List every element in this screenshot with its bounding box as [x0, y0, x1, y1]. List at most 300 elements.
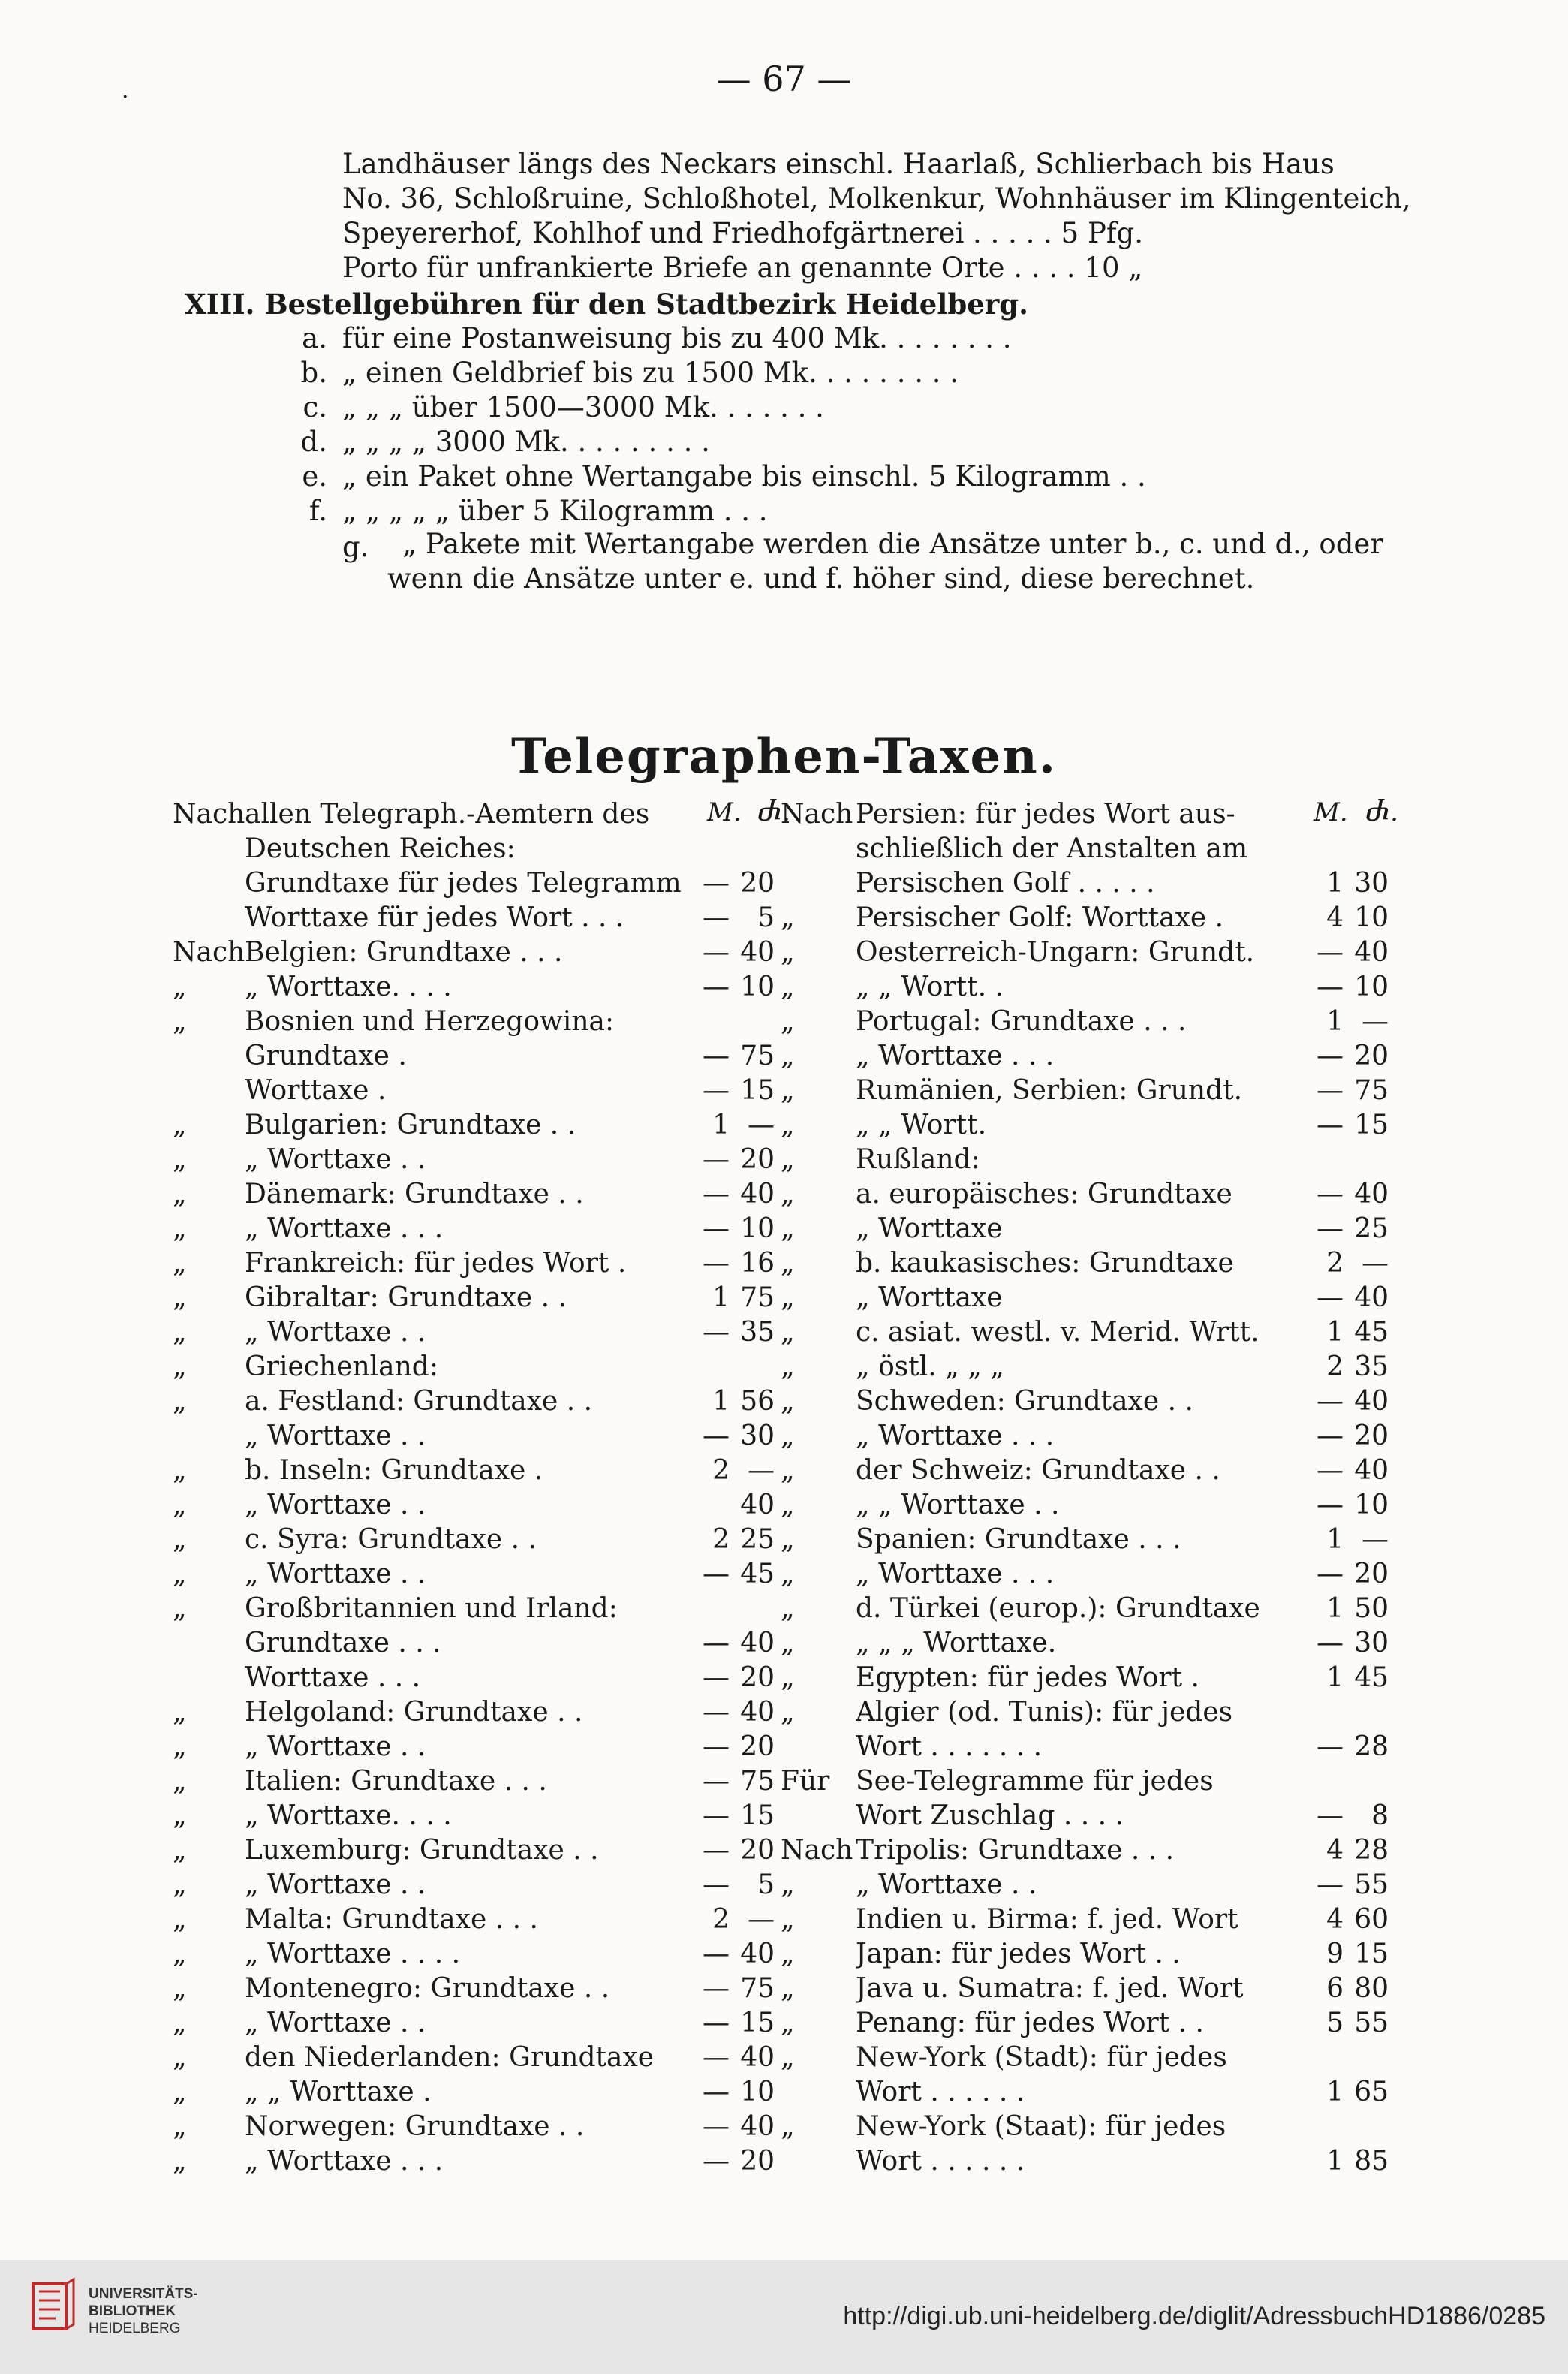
pfennig-value: 75	[740, 1041, 775, 1071]
corner-mark: ·	[122, 84, 129, 110]
destination: Bosnien und Herzegowina:	[245, 1006, 615, 1037]
pfennig-value: 20	[740, 868, 775, 899]
pfennig-value: 40	[740, 937, 775, 968]
mark-value: 1	[712, 1282, 730, 1313]
destination: Spanien: Grundtaxe . . .	[856, 1524, 1181, 1555]
destination: c. asiat. westl. v. Merid. Wrtt.	[856, 1317, 1260, 1348]
pfennig-value: 15	[740, 1075, 775, 1106]
tariff-row	[781, 2075, 1411, 2110]
pfennig-value: 30	[1354, 1628, 1389, 1658]
row-prefix: Nach	[781, 799, 853, 830]
pfennig-value: 10	[1354, 972, 1389, 1002]
tariff-row	[781, 1799, 1411, 1833]
tariff-row	[173, 2006, 788, 2041]
row-prefix: „	[173, 972, 187, 1002]
tariff-row	[781, 1246, 1411, 1281]
fee-key: f.	[308, 495, 327, 527]
mark-value: 2	[1326, 1248, 1344, 1279]
mark-value: 9	[1326, 1939, 1344, 1969]
tariff-row	[173, 1143, 788, 1177]
pfennig-value: 28	[1354, 1731, 1389, 1762]
row-prefix: „	[173, 1213, 187, 1244]
pfennig-value: —	[748, 1904, 775, 1935]
destination: „ Worttaxe	[856, 1213, 1003, 1244]
pfennig-value: 40	[740, 2111, 775, 2142]
row-prefix: „	[173, 1869, 187, 1900]
row-prefix: „	[781, 2111, 795, 2142]
destination: „ Worttaxe . .	[245, 1731, 426, 1762]
row-prefix: „	[781, 1110, 795, 1140]
destination: a. Festland: Grundtaxe . .	[245, 1386, 593, 1417]
pfennig-value: 20	[1354, 1559, 1389, 1589]
tariff-row	[173, 866, 788, 901]
destination: c. Syra: Grundtaxe . .	[245, 1524, 537, 1555]
destination: „ Worttaxe. . . .	[245, 1800, 452, 1831]
mark-value: —	[703, 937, 730, 968]
page-number: — 67 —	[716, 59, 852, 99]
fee-g-line: wenn die Ansätze unter e. und f. höher sind, diese berechnet.	[387, 562, 1255, 595]
tariff-row	[781, 901, 1411, 935]
mark-value: —	[703, 1179, 730, 1210]
fee-key: c.	[302, 391, 327, 423]
tariff-row	[173, 1730, 788, 1764]
destination: Persien: für jedes Wort aus-	[856, 799, 1235, 830]
tariff-row	[173, 1868, 788, 1903]
destination: „ „ Worttaxe .	[245, 2077, 432, 2107]
library-name	[89, 2285, 198, 2337]
mark-value: —	[703, 1697, 730, 1728]
row-prefix: „	[173, 1904, 187, 1935]
mark-value: 1	[1326, 1524, 1344, 1555]
pfennig-value: 35	[1354, 1351, 1389, 1382]
destination: „ „ „ Worttaxe.	[856, 1628, 1057, 1658]
row-prefix: „	[173, 1490, 187, 1520]
pfennig-value: 10	[740, 972, 775, 1002]
tariff-row	[781, 1868, 1411, 1903]
row-prefix: „	[781, 1628, 795, 1658]
tariff-row	[173, 2075, 788, 2110]
mark-value: 5	[1326, 2008, 1344, 2038]
pfennig-value: 40	[1354, 1282, 1389, 1313]
pfennig-value: 40	[1354, 1179, 1389, 1210]
tariff-row	[173, 1799, 788, 1833]
footer-bar	[0, 2260, 1568, 2374]
mark-value: —	[703, 1731, 730, 1762]
mark-value: 2	[712, 1904, 730, 1935]
tariff-row	[781, 832, 1411, 866]
destination: Gibraltar: Grundtaxe . .	[245, 1282, 567, 1313]
destination: Deutschen Reiches:	[245, 833, 516, 864]
destination: „ Worttaxe . .	[245, 1490, 426, 1520]
destination: d. Türkei (europ.): Grundtaxe	[856, 1593, 1260, 1624]
fee-text: für eine Postanweisung bis zu 400 Mk. . . . . . . .	[342, 322, 1012, 354]
mark-value: —	[703, 1559, 730, 1589]
currency-mark-header: M.	[1314, 797, 1348, 827]
tariff-row	[173, 1557, 788, 1592]
intro-line: Landhäuser längs des Neckars einschl. Haarlaß, Schlierbach bis Haus	[342, 148, 1335, 180]
destination: Italien: Grundtaxe . . .	[245, 1766, 547, 1797]
row-prefix: „	[173, 1144, 187, 1175]
destination: „ Worttaxe . . .	[856, 1559, 1055, 1589]
tariff-row	[781, 1039, 1411, 1074]
page-title: Telegraphen-Taxen.	[510, 728, 1058, 785]
currency-mark-header: M.	[707, 797, 742, 827]
fee-text: „ „ „ über 1500—3000 Mk. . . . . . .	[342, 391, 824, 423]
destination: Portugal: Grundtaxe . . .	[856, 1006, 1187, 1037]
destination: Schweden: Grundtaxe . .	[856, 1386, 1193, 1417]
mark-value: —	[703, 1420, 730, 1451]
destination: „ Worttaxe . .	[245, 1144, 426, 1175]
mark-value: —	[703, 1973, 730, 2004]
tariff-row	[781, 1523, 1411, 1557]
row-prefix: „	[173, 1455, 187, 1486]
pfennig-value: 20	[740, 1144, 775, 1175]
destination: Japan: für jedes Wort . .	[856, 1939, 1181, 1969]
intro-line: Porto für unfrankierte Briefe an genannte Orte . . . . 10 „	[342, 252, 1143, 284]
tariff-row	[781, 1074, 1411, 1108]
pfennig-value: 40	[740, 2042, 775, 2073]
row-prefix: „	[173, 1110, 187, 1140]
mark-value: 2	[712, 1455, 730, 1486]
row-prefix: „	[781, 1317, 795, 1348]
mark-value: —	[703, 1800, 730, 1831]
pfennig-value: 10	[1354, 902, 1389, 933]
mark-value: —	[703, 1628, 730, 1658]
tariff-row	[781, 2144, 1411, 2179]
pfennig-value: 15	[1354, 1939, 1389, 1969]
tariff-row	[173, 1592, 788, 1626]
tariff-row	[173, 970, 788, 1005]
destination: Egypten: für jedes Wort .	[856, 1662, 1199, 1693]
destination: b. Inseln: Grundtaxe .	[245, 1455, 543, 1486]
pfennig-value: 15	[740, 2008, 775, 2038]
row-prefix: „	[173, 1248, 187, 1279]
tariff-row	[173, 1695, 788, 1730]
destination: „ Worttaxe . .	[245, 1559, 426, 1589]
pfennig-value: 35	[740, 1317, 775, 1348]
row-prefix: „	[173, 2008, 187, 2038]
destination: Wort . . . . . .	[856, 2146, 1025, 2177]
destination: Malta: Grundtaxe . . .	[245, 1904, 538, 1935]
tariff-row	[781, 1315, 1411, 1350]
pfennig-value: —	[1362, 1248, 1389, 1279]
destination: Helgoland: Grundtaxe . .	[245, 1697, 583, 1728]
fee-key: d.	[300, 426, 327, 458]
row-prefix: „	[781, 1455, 795, 1486]
tariff-row	[781, 935, 1411, 970]
row-prefix: „	[173, 1559, 187, 1589]
row-prefix: Nach	[781, 1835, 853, 1866]
destination: New-York (Stadt): für jedes	[856, 2042, 1227, 2073]
row-prefix: „	[781, 1144, 795, 1175]
tariff-row	[781, 1005, 1411, 1039]
pfennig-value: 40	[1354, 1386, 1389, 1417]
library-line: BIBLIOTHEK	[89, 2303, 176, 2319]
destination: der Schweiz: Grundtaxe . .	[856, 1455, 1220, 1486]
tariff-row	[173, 1281, 788, 1315]
row-prefix: „	[781, 1351, 795, 1382]
pfennig-value: 5	[757, 1869, 775, 1900]
row-prefix: „	[781, 1248, 795, 1279]
pfennig-mark-header: Ⴛ.	[1366, 797, 1398, 827]
pfennig-value: 20	[1354, 1041, 1389, 1071]
mark-value: —	[703, 1869, 730, 1900]
destination: Wort . . . . . . .	[856, 1731, 1043, 1762]
destination: „ Worttaxe	[856, 1282, 1003, 1313]
tariff-row	[173, 1903, 788, 1937]
fee-key: g.	[342, 531, 369, 563]
row-prefix: „	[173, 1524, 187, 1555]
pfennig-value: 16	[740, 1248, 775, 1279]
pfennig-value: 10	[740, 2077, 775, 2107]
mark-value: 6	[1326, 1973, 1344, 2004]
tariff-row	[781, 1108, 1411, 1143]
destination: Norwegen: Grundtaxe . .	[245, 2111, 585, 2142]
destination: Dänemark: Grundtaxe . .	[245, 1179, 584, 1210]
destination: „ Worttaxe. . . .	[245, 972, 452, 1002]
row-prefix: „	[781, 1282, 795, 1313]
mark-value: 4	[1326, 1835, 1344, 1866]
mark-value: —	[703, 1248, 730, 1279]
fee-key: b.	[300, 357, 327, 389]
mark-value: —	[1317, 1041, 1344, 1071]
tariff-row	[173, 1937, 788, 1972]
pfennig-value: 45	[740, 1559, 775, 1589]
destination: Belgien: Grundtaxe . . .	[245, 937, 563, 968]
pfennig-value: 40	[740, 1939, 775, 1969]
mark-value: —	[703, 1662, 730, 1693]
pfennig-value: 75	[740, 1766, 775, 1797]
row-prefix: „	[781, 1904, 795, 1935]
tariff-row	[173, 2144, 788, 2179]
mark-value: —	[1317, 1420, 1344, 1451]
section-heading-xiii: XIII. Bestellgebühren für den Stadtbezirk Heidelberg.	[185, 288, 1028, 321]
tariff-row	[173, 1005, 788, 1039]
mark-value: 2	[1326, 1351, 1344, 1382]
mark-value: 1	[1326, 1006, 1344, 1037]
row-prefix: „	[781, 1697, 795, 1728]
tariff-row	[781, 2006, 1411, 2041]
mark-value: 1	[1326, 1317, 1344, 1348]
tariff-row	[781, 1833, 1411, 1868]
pfennig-value: —	[748, 1110, 775, 1140]
tariff-row	[781, 970, 1411, 1005]
fee-text: „ einen Geldbrief bis zu 1500 Mk. . . . . . . . .	[342, 357, 959, 389]
pfennig-value: —	[1362, 1524, 1389, 1555]
pfennig-value: 65	[1354, 2077, 1389, 2107]
row-prefix: Für	[781, 1766, 830, 1797]
pfennig-value: 30	[740, 1420, 775, 1451]
pfennig-value: 45	[1354, 1317, 1389, 1348]
tariff-row	[781, 1384, 1411, 1419]
pfennig-value: 55	[1354, 2008, 1389, 2038]
mark-value: 1	[1326, 2146, 1344, 2177]
pfennig-value: 8	[1371, 1800, 1389, 1831]
mark-value: 1	[712, 1386, 730, 1417]
pfennig-value: —	[748, 1455, 775, 1486]
row-prefix: „	[781, 1179, 795, 1210]
pfennig-value: 20	[740, 1662, 775, 1693]
destination: Java u. Sumatra: f. jed. Wort	[856, 1973, 1244, 2004]
row-prefix: „	[781, 1490, 795, 1520]
pfennig-value: 60	[1354, 1904, 1389, 1935]
mark-value: —	[1317, 1490, 1344, 1520]
pfennig-value: 75	[740, 1282, 775, 1313]
destination: Bulgarien: Grundtaxe . .	[245, 1110, 576, 1140]
pfennig-value: 20	[1354, 1420, 1389, 1451]
row-prefix: „	[781, 1559, 795, 1589]
row-prefix: „	[781, 1524, 795, 1555]
pfennig-value: 10	[740, 1213, 775, 1244]
tariff-row	[173, 1626, 788, 1661]
pfennig-value: 5	[757, 902, 775, 933]
row-prefix: „	[781, 2008, 795, 2038]
mark-value: —	[703, 1213, 730, 1244]
fee-text: „ ein Paket ohne Wertangabe bis einschl. 5 Kilogramm . .	[342, 460, 1146, 493]
pfennig-value: 30	[1354, 868, 1389, 899]
pfennig-value: —	[1362, 1006, 1389, 1037]
tariff-row	[173, 1972, 788, 2006]
mark-value: 4	[1326, 902, 1344, 933]
library-line: UNIVERSITÄTS-	[89, 2286, 198, 2302]
row-prefix: „	[173, 1317, 187, 1348]
destination: „ Worttaxe . .	[245, 1420, 426, 1451]
tariff-row	[781, 1937, 1411, 1972]
row-prefix: „	[173, 2111, 187, 2142]
destination: Algier (od. Tunis): für jedes	[856, 1697, 1233, 1728]
pfennig-value: 55	[1354, 1869, 1389, 1900]
mark-value: —	[1317, 1213, 1344, 1244]
mark-value: —	[1317, 1628, 1344, 1658]
destination: „ östl. „ „ „	[856, 1351, 1004, 1382]
pfennig-mark-header: Ⴛ.	[758, 797, 790, 827]
destination: Griechenland:	[245, 1351, 438, 1382]
destination: „ Worttaxe . . .	[856, 1420, 1055, 1451]
tariff-row	[173, 1315, 788, 1350]
destination: „ Worttaxe . . . .	[245, 1939, 461, 1969]
mark-value: 1	[1326, 2077, 1344, 2107]
row-prefix: „	[173, 1835, 187, 1866]
tariff-row	[173, 1384, 788, 1419]
pfennig-value: 50	[1354, 1593, 1389, 1624]
mark-value: —	[1317, 1800, 1344, 1831]
destination: Rumänien, Serbien: Grundt.	[856, 1075, 1243, 1106]
destination: Montenegro: Grundtaxe . .	[245, 1973, 610, 2004]
tariff-row	[781, 1212, 1411, 1246]
tariff-row	[781, 1143, 1411, 1177]
destination: Penang: für jedes Wort . .	[856, 2008, 1204, 2038]
mark-value: —	[703, 2042, 730, 2073]
pfennig-value: 20	[740, 1835, 775, 1866]
destination: „ Worttaxe . . .	[245, 2146, 444, 2177]
tariff-row	[173, 1108, 788, 1143]
destination: Indien u. Birma: f. jed. Wort	[856, 1904, 1238, 1935]
row-prefix: „	[781, 972, 795, 1002]
pfennig-value: 40	[740, 1628, 775, 1658]
row-prefix: „	[173, 1179, 187, 1210]
tariff-row	[781, 1903, 1411, 1937]
tariff-row	[781, 1419, 1411, 1454]
tariff-row	[781, 866, 1411, 901]
row-prefix: „	[781, 1420, 795, 1451]
destination: „ Worttaxe . . .	[245, 1213, 444, 1244]
pfennig-value: 40	[1354, 937, 1389, 968]
destination: Persischen Golf . . . . .	[856, 868, 1155, 899]
row-prefix: „	[173, 1939, 187, 1969]
mark-value: —	[703, 2077, 730, 2107]
tariff-row	[781, 1557, 1411, 1592]
fee-key: e.	[302, 460, 327, 493]
tariff-row	[781, 1177, 1411, 1212]
intro-line: No. 36, Schloßruine, Schloßhotel, Molkenkur, Wohnhäuser im Klingenteich,	[342, 182, 1411, 215]
row-prefix: „	[781, 937, 795, 968]
row-prefix: „	[173, 1386, 187, 1417]
tariff-row	[173, 1074, 788, 1108]
pfennig-value: 40	[740, 1490, 775, 1520]
pfennig-value: 40	[740, 1697, 775, 1728]
tariff-row	[173, 1661, 788, 1695]
tariff-row	[781, 1661, 1411, 1695]
destination: „ Worttaxe . .	[856, 1869, 1037, 1900]
pfennig-value: 40	[740, 1179, 775, 1210]
destination: „ „ Worttaxe . .	[856, 1490, 1060, 1520]
destination: Luxemburg: Grundtaxe . .	[245, 1835, 599, 1866]
mark-value: —	[1317, 1386, 1344, 1417]
mark-value: —	[703, 1835, 730, 1866]
row-prefix: „	[173, 1282, 187, 1313]
destination: Oesterreich-Ungarn: Grundt.	[856, 937, 1255, 968]
tariff-row	[781, 1454, 1411, 1488]
pfennig-value: 75	[1354, 1075, 1389, 1106]
pfennig-value: 75	[740, 1973, 775, 2004]
mark-value: —	[1317, 1731, 1344, 1762]
destination: schließlich der Anstalten am	[856, 833, 1248, 864]
tariff-row	[781, 1592, 1411, 1626]
tariff-row	[173, 1523, 788, 1557]
fee-text: „ „ „ „ 3000 Mk. . . . . . . . .	[342, 426, 710, 458]
destination: Worttaxe .	[245, 1075, 387, 1106]
pfennig-value: 80	[1354, 1973, 1389, 2004]
tariff-row	[781, 797, 1411, 832]
destination: „ Worttaxe . .	[245, 1869, 426, 1900]
tariff-row	[781, 1281, 1411, 1315]
destination: a. europäisches: Grundtaxe	[856, 1179, 1232, 1210]
tariff-row	[173, 1419, 788, 1454]
mark-value: —	[703, 1075, 730, 1106]
destination: Grundtaxe .	[245, 1041, 407, 1071]
destination: Worttaxe für jedes Wort . . .	[245, 902, 624, 933]
mark-value: 1	[1326, 1593, 1344, 1624]
row-prefix: „	[781, 1593, 795, 1624]
tariff-row	[173, 1212, 788, 1246]
mark-value: 1	[1326, 868, 1344, 899]
pfennig-value: 15	[1354, 1110, 1389, 1140]
mark-value: 2	[712, 1524, 730, 1555]
pfennig-value: 25	[740, 1524, 775, 1555]
mark-value: —	[703, 1766, 730, 1797]
row-prefix: „	[781, 1006, 795, 1037]
mark-value: —	[1317, 1559, 1344, 1589]
row-prefix: „	[173, 1697, 187, 1728]
tariff-row	[173, 1350, 788, 1384]
mark-value: 1	[1326, 1662, 1344, 1693]
row-prefix: „	[173, 2077, 187, 2107]
pfennig-value: 15	[740, 1800, 775, 1831]
row-prefix: „	[781, 1213, 795, 1244]
source-url[interactable]: http://digi.ub.uni-heidelberg.de/diglit/AdressbuchHD1886/0285	[843, 2302, 1545, 2330]
tariff-row	[173, 2041, 788, 2075]
mark-value: 1	[712, 1110, 730, 1140]
